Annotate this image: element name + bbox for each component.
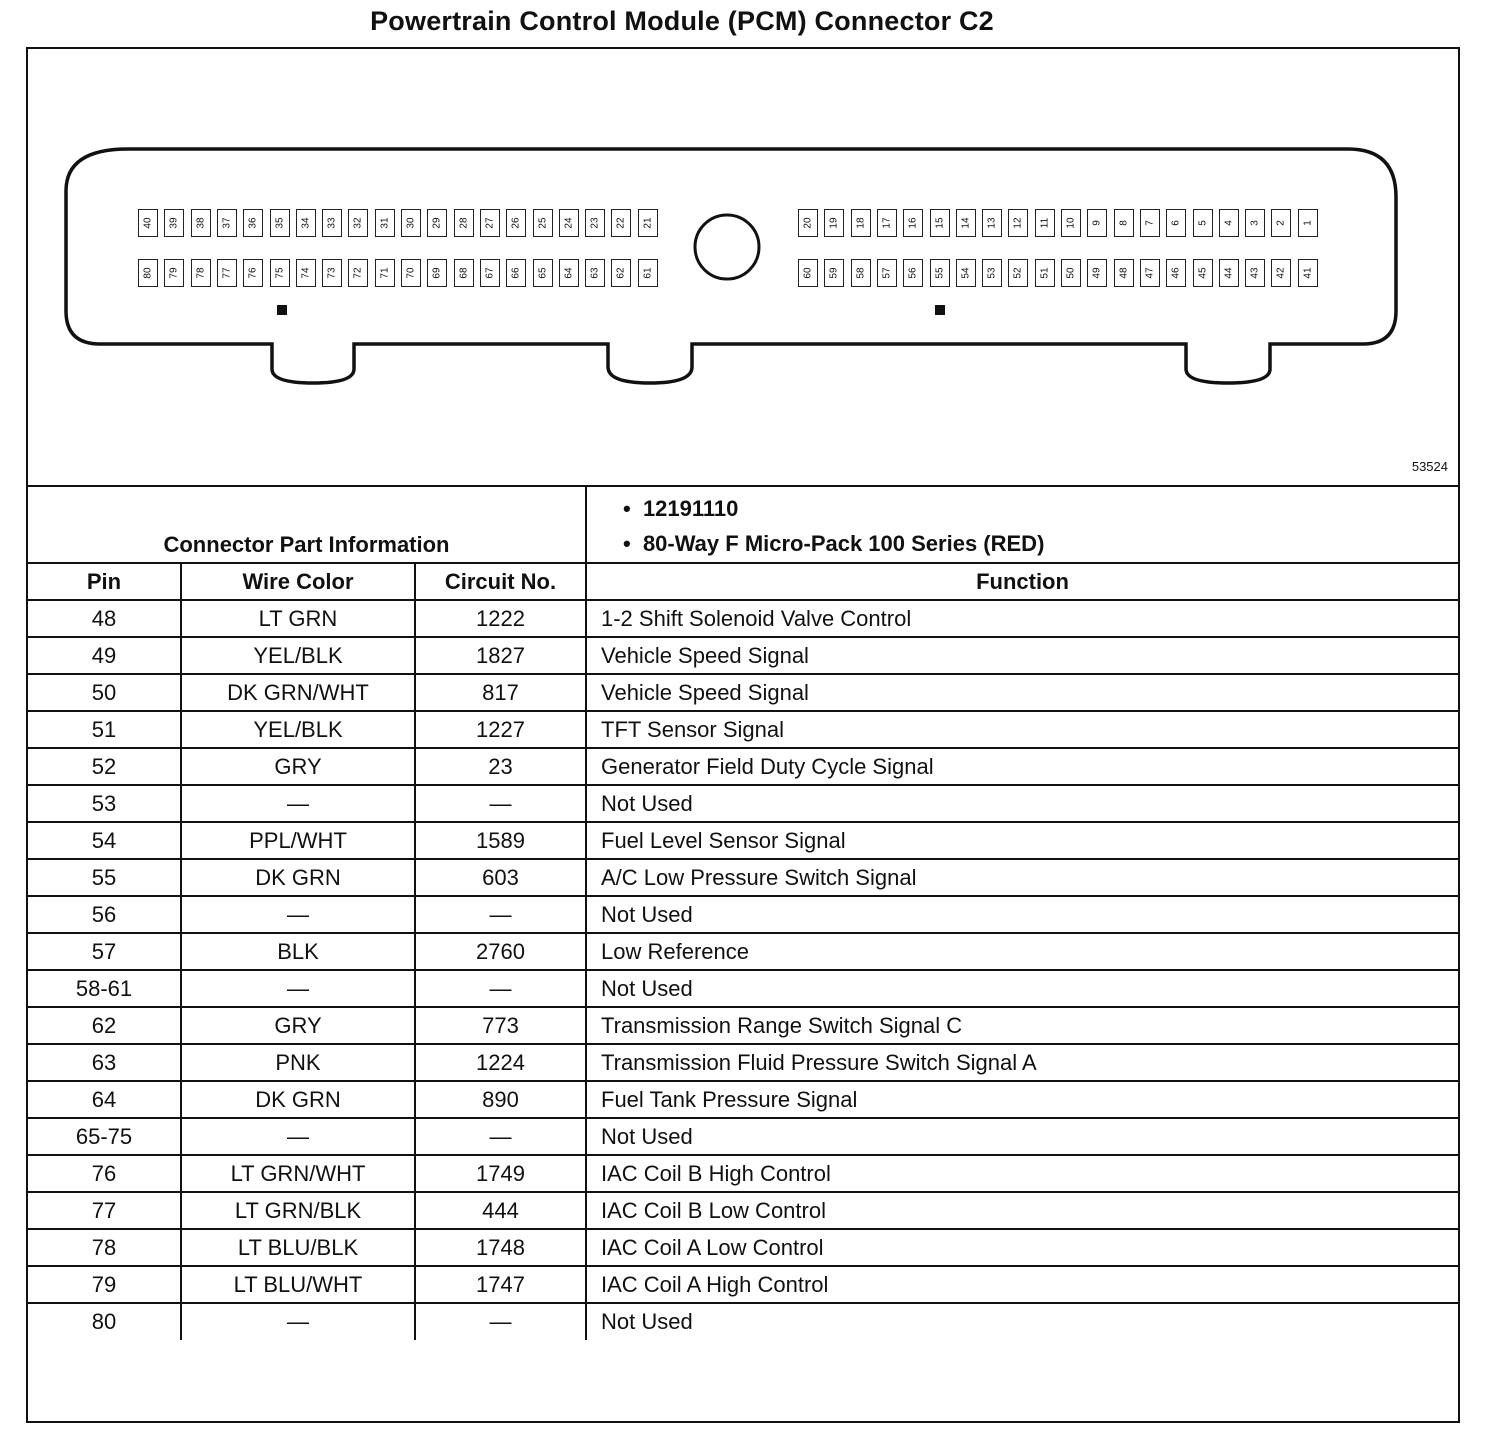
pin-cavity (1193, 259, 1213, 287)
pin-cavity (1166, 209, 1186, 237)
pin-cell: 53 (28, 785, 181, 822)
pin-cavity (164, 259, 184, 287)
pin-number: 3 (1249, 220, 1261, 226)
table-row (28, 600, 1458, 637)
pin-number: 76 (247, 267, 259, 279)
pin-cavity (322, 259, 342, 287)
pin-number: 17 (881, 217, 893, 229)
pin-cell: 55 (28, 859, 181, 896)
pin-cell: 56 (28, 896, 181, 933)
function-cell: 1-2 Shift Solenoid Valve Control (586, 600, 1458, 637)
pin-number: 70 (405, 267, 417, 279)
pin-cell: 65-75 (28, 1118, 181, 1155)
pin-number: 34 (300, 217, 312, 229)
pin-number: 61 (642, 267, 654, 279)
pin-number: 25 (537, 217, 548, 229)
pin-cavity (1245, 259, 1265, 287)
pin-number: 45 (1197, 267, 1208, 279)
pin-number: 4 (1223, 220, 1235, 226)
wire-color-cell: DK GRN (181, 859, 415, 896)
pin-number: 21 (642, 217, 654, 229)
pin-cavity (164, 209, 184, 237)
pin-cavity (1061, 209, 1081, 237)
pin-cell: 76 (28, 1155, 181, 1192)
part-info-row (28, 487, 1458, 563)
pin-cavity (191, 209, 211, 237)
pin-cavity (217, 259, 237, 287)
wire-color-cell: LT GRN/BLK (181, 1192, 415, 1229)
pin-number: 24 (563, 217, 575, 229)
function-cell: Generator Field Duty Cycle Signal (586, 748, 1458, 785)
pin-cavity (824, 259, 844, 287)
pin-cavity (1140, 259, 1160, 287)
circuit-cell: 773 (415, 1007, 586, 1044)
pin-cavity (427, 259, 447, 287)
pin-cell: 64 (28, 1081, 181, 1118)
table-row (28, 1192, 1458, 1229)
pin-cavity (1087, 259, 1107, 287)
function-cell: Low Reference (586, 933, 1458, 970)
pin-cavity (611, 209, 631, 237)
part-description-text: 80-Way F Micro-Pack 100 Series (RED) (642, 531, 1045, 556)
pin-cell: 58-61 (28, 970, 181, 1007)
pin-cavity (480, 259, 500, 287)
pin-number: 55 (934, 267, 945, 279)
pin-number: 38 (195, 217, 207, 229)
pin-cavity (270, 209, 290, 237)
pin-number: 13 (986, 217, 998, 229)
pin-cavity (585, 259, 605, 287)
function-cell: Vehicle Speed Signal (586, 637, 1458, 674)
function-cell: Fuel Tank Pressure Signal (586, 1081, 1458, 1118)
wire-color-cell: YEL/BLK (181, 711, 415, 748)
pin-cavity (454, 209, 474, 237)
pin-cavity (191, 259, 211, 287)
pin-number: 32 (352, 217, 364, 229)
wire-color-cell: — (181, 896, 415, 933)
pin-number: 63 (589, 267, 601, 279)
pin-number: 15 (934, 217, 945, 229)
pin-number: 48 (1118, 267, 1130, 279)
pin-cell: 63 (28, 1044, 181, 1081)
pin-cavity (138, 259, 158, 287)
pin-number: 74 (300, 267, 312, 279)
function-cell: A/C Low Pressure Switch Signal (586, 859, 1458, 896)
pin-cavity (270, 259, 290, 287)
part-description: • 80-Way F Micro-Pack 100 Series (RED) (623, 531, 1045, 556)
function-cell: Transmission Fluid Pressure Switch Signal A (586, 1044, 1458, 1081)
wire-color-cell: PPL/WHT (181, 822, 415, 859)
pin-number: 7 (1144, 220, 1156, 226)
pin-number: 66 (510, 267, 522, 279)
pin-cavity (1008, 259, 1028, 287)
circuit-cell: 1749 (415, 1155, 586, 1192)
pin-cavity (798, 259, 818, 287)
pin-number: 80 (142, 267, 154, 279)
function-cell: Not Used (586, 1118, 1458, 1155)
pin-cavity (1140, 209, 1160, 237)
function-cell: Not Used (586, 896, 1458, 933)
wire-color-cell: GRY (181, 748, 415, 785)
pin-cavity (348, 259, 368, 287)
pin-cell: 62 (28, 1007, 181, 1044)
table-row (28, 785, 1458, 822)
function-cell: IAC Coil A Low Control (586, 1229, 1458, 1266)
pin-number: 67 (484, 267, 496, 279)
function-cell: Not Used (586, 785, 1458, 822)
pin-cavity (559, 209, 579, 237)
pin-cavity (798, 209, 818, 237)
pin-cell: 79 (28, 1266, 181, 1303)
function-cell: Fuel Level Sensor Signal (586, 822, 1458, 859)
pin-cavity (427, 209, 447, 237)
part-number-text: 12191110 (642, 496, 739, 521)
pin-number: 39 (168, 217, 180, 229)
pinout-table (28, 487, 1458, 1340)
table-row (28, 637, 1458, 674)
table-row (28, 1081, 1458, 1118)
pin-cell: 78 (28, 1229, 181, 1266)
wire-color-cell: YEL/BLK (181, 637, 415, 674)
circuit-cell: — (415, 1118, 586, 1155)
pin-cavity (506, 259, 526, 287)
circuit-cell: 1589 (415, 822, 586, 859)
wire-color-cell: LT BLU/BLK (181, 1229, 415, 1266)
header-circuit: Circuit No. (415, 563, 586, 600)
function-cell: Not Used (586, 1303, 1458, 1340)
pin-cavity (638, 259, 658, 287)
circuit-cell: 23 (415, 748, 586, 785)
circuit-cell: 1747 (415, 1266, 586, 1303)
pin-number: 50 (1065, 267, 1077, 279)
pin-marker-right (935, 305, 945, 315)
pin-cavity (1298, 259, 1318, 287)
pin-cavity (956, 209, 976, 237)
pin-cavity (348, 209, 368, 237)
pin-number: 59 (828, 267, 840, 279)
figure-number: 53524 (1411, 459, 1448, 474)
pin-cavity (1114, 259, 1134, 287)
circuit-cell: 817 (415, 674, 586, 711)
pin-cell: 54 (28, 822, 181, 859)
wire-color-cell: PNK (181, 1044, 415, 1081)
pin-number: 43 (1249, 267, 1261, 279)
pin-cavity (1061, 259, 1081, 287)
pin-cavity (401, 209, 421, 237)
pin-number: 64 (563, 267, 575, 279)
pin-cavity (956, 259, 976, 287)
wire-color-cell: BLK (181, 933, 415, 970)
function-cell: TFT Sensor Signal (586, 711, 1458, 748)
pin-number: 19 (828, 217, 840, 229)
pin-number: 23 (589, 217, 601, 229)
pin-cavity (1087, 209, 1107, 237)
pin-cell: 80 (28, 1303, 181, 1340)
pin-cavity (217, 209, 237, 237)
pin-number: 8 (1118, 220, 1130, 226)
pin-cell: 52 (28, 748, 181, 785)
pin-number: 29 (431, 217, 443, 229)
pin-number: 46 (1170, 267, 1182, 279)
pin-cavity (243, 209, 263, 237)
pin-cavity (1219, 259, 1239, 287)
pin-cavity (1166, 259, 1186, 287)
part-number: • 12191110 (623, 496, 739, 521)
pin-cavity (1035, 209, 1055, 237)
circuit-cell: 2760 (415, 933, 586, 970)
wire-color-cell: — (181, 1118, 415, 1155)
pin-number: 68 (458, 267, 470, 279)
pin-number: 79 (168, 267, 180, 279)
pin-cavity (1219, 209, 1239, 237)
pin-number: 31 (379, 217, 391, 229)
pin-number: 6 (1170, 220, 1182, 226)
circuit-cell: 1227 (415, 711, 586, 748)
pin-cavity (243, 259, 263, 287)
pin-number: 37 (221, 217, 233, 229)
pin-cavity (824, 209, 844, 237)
table-row (28, 674, 1458, 711)
function-cell: Transmission Range Switch Signal C (586, 1007, 1458, 1044)
pin-cavity (877, 209, 897, 237)
table-row (28, 970, 1458, 1007)
pin-number: 71 (379, 267, 391, 279)
table-row (28, 822, 1458, 859)
circuit-cell: 1748 (415, 1229, 586, 1266)
pin-cavity (585, 209, 605, 237)
pin-number: 35 (274, 217, 285, 229)
pin-cavity (851, 209, 871, 237)
part-info-label: Connector Part Information (28, 487, 586, 563)
pin-number: 77 (221, 267, 233, 279)
function-cell: IAC Coil A High Control (586, 1266, 1458, 1303)
pin-number: 52 (1012, 267, 1024, 279)
pin-cavity (638, 209, 658, 237)
table-row (28, 1118, 1458, 1155)
pin-number: 40 (142, 217, 154, 229)
pin-number: 27 (484, 217, 496, 229)
pin-number: 28 (458, 217, 470, 229)
table-row (28, 1007, 1458, 1044)
circuit-cell: 890 (415, 1081, 586, 1118)
pin-number: 20 (802, 217, 814, 229)
pin-number: 53 (986, 267, 998, 279)
wire-color-cell: LT GRN/WHT (181, 1155, 415, 1192)
table-row (28, 1266, 1458, 1303)
circuit-cell: — (415, 896, 586, 933)
pin-number: 60 (802, 267, 814, 279)
header-wire-color: Wire Color (181, 563, 415, 600)
table-row (28, 1044, 1458, 1081)
pin-number: 11 (1039, 217, 1051, 229)
pin-number: 1 (1302, 220, 1314, 226)
pin-cavity (903, 209, 923, 237)
circuit-cell: 1224 (415, 1044, 586, 1081)
connector-diagram (28, 49, 1458, 487)
pin-number: 26 (510, 217, 522, 229)
circuit-cell: — (415, 970, 586, 1007)
pin-cavity (930, 209, 950, 237)
pin-number: 51 (1039, 267, 1051, 279)
pin-number: 65 (537, 267, 548, 279)
table-row (28, 711, 1458, 748)
pin-cavity (851, 259, 871, 287)
pin-cavity (533, 259, 553, 287)
wire-color-cell: — (181, 785, 415, 822)
pin-number: 5 (1197, 220, 1208, 226)
table-row (28, 1229, 1458, 1266)
pin-number: 16 (907, 217, 919, 229)
header-function: Function (586, 563, 1458, 600)
pin-number: 75 (274, 267, 285, 279)
pin-cavity (375, 209, 395, 237)
pin-number: 69 (431, 267, 443, 279)
pin-cavity (138, 209, 158, 237)
pin-cavity (401, 259, 421, 287)
pin-cavity (1245, 209, 1265, 237)
pin-number: 58 (855, 267, 867, 279)
table-row (28, 859, 1458, 896)
pin-cavity (296, 259, 316, 287)
wire-color-cell: DK GRN (181, 1081, 415, 1118)
wire-color-cell: LT BLU/WHT (181, 1266, 415, 1303)
pin-cavity (930, 259, 950, 287)
page-title: Powertrain Control Module (PCM) Connector C2 (370, 6, 994, 36)
pin-cell: 49 (28, 637, 181, 674)
pin-cavity (1008, 209, 1028, 237)
circuit-cell: 1827 (415, 637, 586, 674)
pin-cavity (903, 259, 923, 287)
pin-cell: 50 (28, 674, 181, 711)
pin-number: 73 (326, 267, 338, 279)
function-cell: Vehicle Speed Signal (586, 674, 1458, 711)
table-row (28, 896, 1458, 933)
pin-number: 14 (960, 217, 972, 229)
pin-number: 47 (1144, 267, 1156, 279)
pin-cell: 77 (28, 1192, 181, 1229)
pin-number: 22 (615, 217, 627, 229)
wire-color-cell: — (181, 970, 415, 1007)
pin-cavity (480, 209, 500, 237)
pin-cavity (877, 259, 897, 287)
pin-marker-left (277, 305, 287, 315)
table-row (28, 1155, 1458, 1192)
pin-cavity (1114, 209, 1134, 237)
wire-color-cell: DK GRN/WHT (181, 674, 415, 711)
pin-cell: 57 (28, 933, 181, 970)
pin-cavity (1271, 209, 1291, 237)
pin-cell: 48 (28, 600, 181, 637)
pin-cavity (1193, 209, 1213, 237)
table-row (28, 748, 1458, 785)
pin-cavity (1035, 259, 1055, 287)
circuit-cell: — (415, 1303, 586, 1340)
circuit-cell: 444 (415, 1192, 586, 1229)
pin-number: 2 (1275, 220, 1287, 226)
table-row (28, 933, 1458, 970)
pin-cavity (533, 209, 553, 237)
pin-number: 72 (352, 267, 364, 279)
pin-number: 36 (247, 217, 259, 229)
pin-number: 18 (855, 217, 867, 229)
wire-color-cell: LT GRN (181, 600, 415, 637)
circuit-cell: — (415, 785, 586, 822)
header-row (28, 563, 1458, 600)
pin-cavity (296, 209, 316, 237)
pin-number: 54 (960, 267, 972, 279)
wire-color-cell: GRY (181, 1007, 415, 1044)
pin-cavity (982, 209, 1002, 237)
pin-cavity (322, 209, 342, 237)
pin-cavity (375, 259, 395, 287)
pin-number: 62 (615, 267, 627, 279)
pin-cell: 51 (28, 711, 181, 748)
pin-cavity (454, 259, 474, 287)
connector-sheet (26, 47, 1460, 1423)
pin-number: 30 (405, 217, 417, 229)
pin-number: 42 (1275, 267, 1287, 279)
pin-cavity (559, 259, 579, 287)
pin-number: 9 (1091, 220, 1103, 226)
pin-number: 41 (1302, 267, 1314, 279)
pin-cavity (611, 259, 631, 287)
table-row (28, 1303, 1458, 1340)
function-cell: Not Used (586, 970, 1458, 1007)
function-cell: IAC Coil B Low Control (586, 1192, 1458, 1229)
pin-cavity (1298, 209, 1318, 237)
pin-number: 57 (881, 267, 893, 279)
pin-number: 12 (1012, 217, 1024, 229)
pin-cavity (506, 209, 526, 237)
header-pin: Pin (28, 563, 181, 600)
pin-cavity (1271, 259, 1291, 287)
function-cell: IAC Coil B High Control (586, 1155, 1458, 1192)
pin-number: 49 (1091, 267, 1103, 279)
pin-number: 44 (1223, 267, 1235, 279)
circuit-cell: 603 (415, 859, 586, 896)
pin-number: 33 (326, 217, 338, 229)
wire-color-cell: — (181, 1303, 415, 1340)
pin-number: 56 (907, 267, 919, 279)
pin-number: 10 (1065, 217, 1077, 229)
circuit-cell: 1222 (415, 600, 586, 637)
pin-cavity (982, 259, 1002, 287)
part-info-list (586, 487, 1458, 563)
pin-number: 78 (195, 267, 207, 279)
